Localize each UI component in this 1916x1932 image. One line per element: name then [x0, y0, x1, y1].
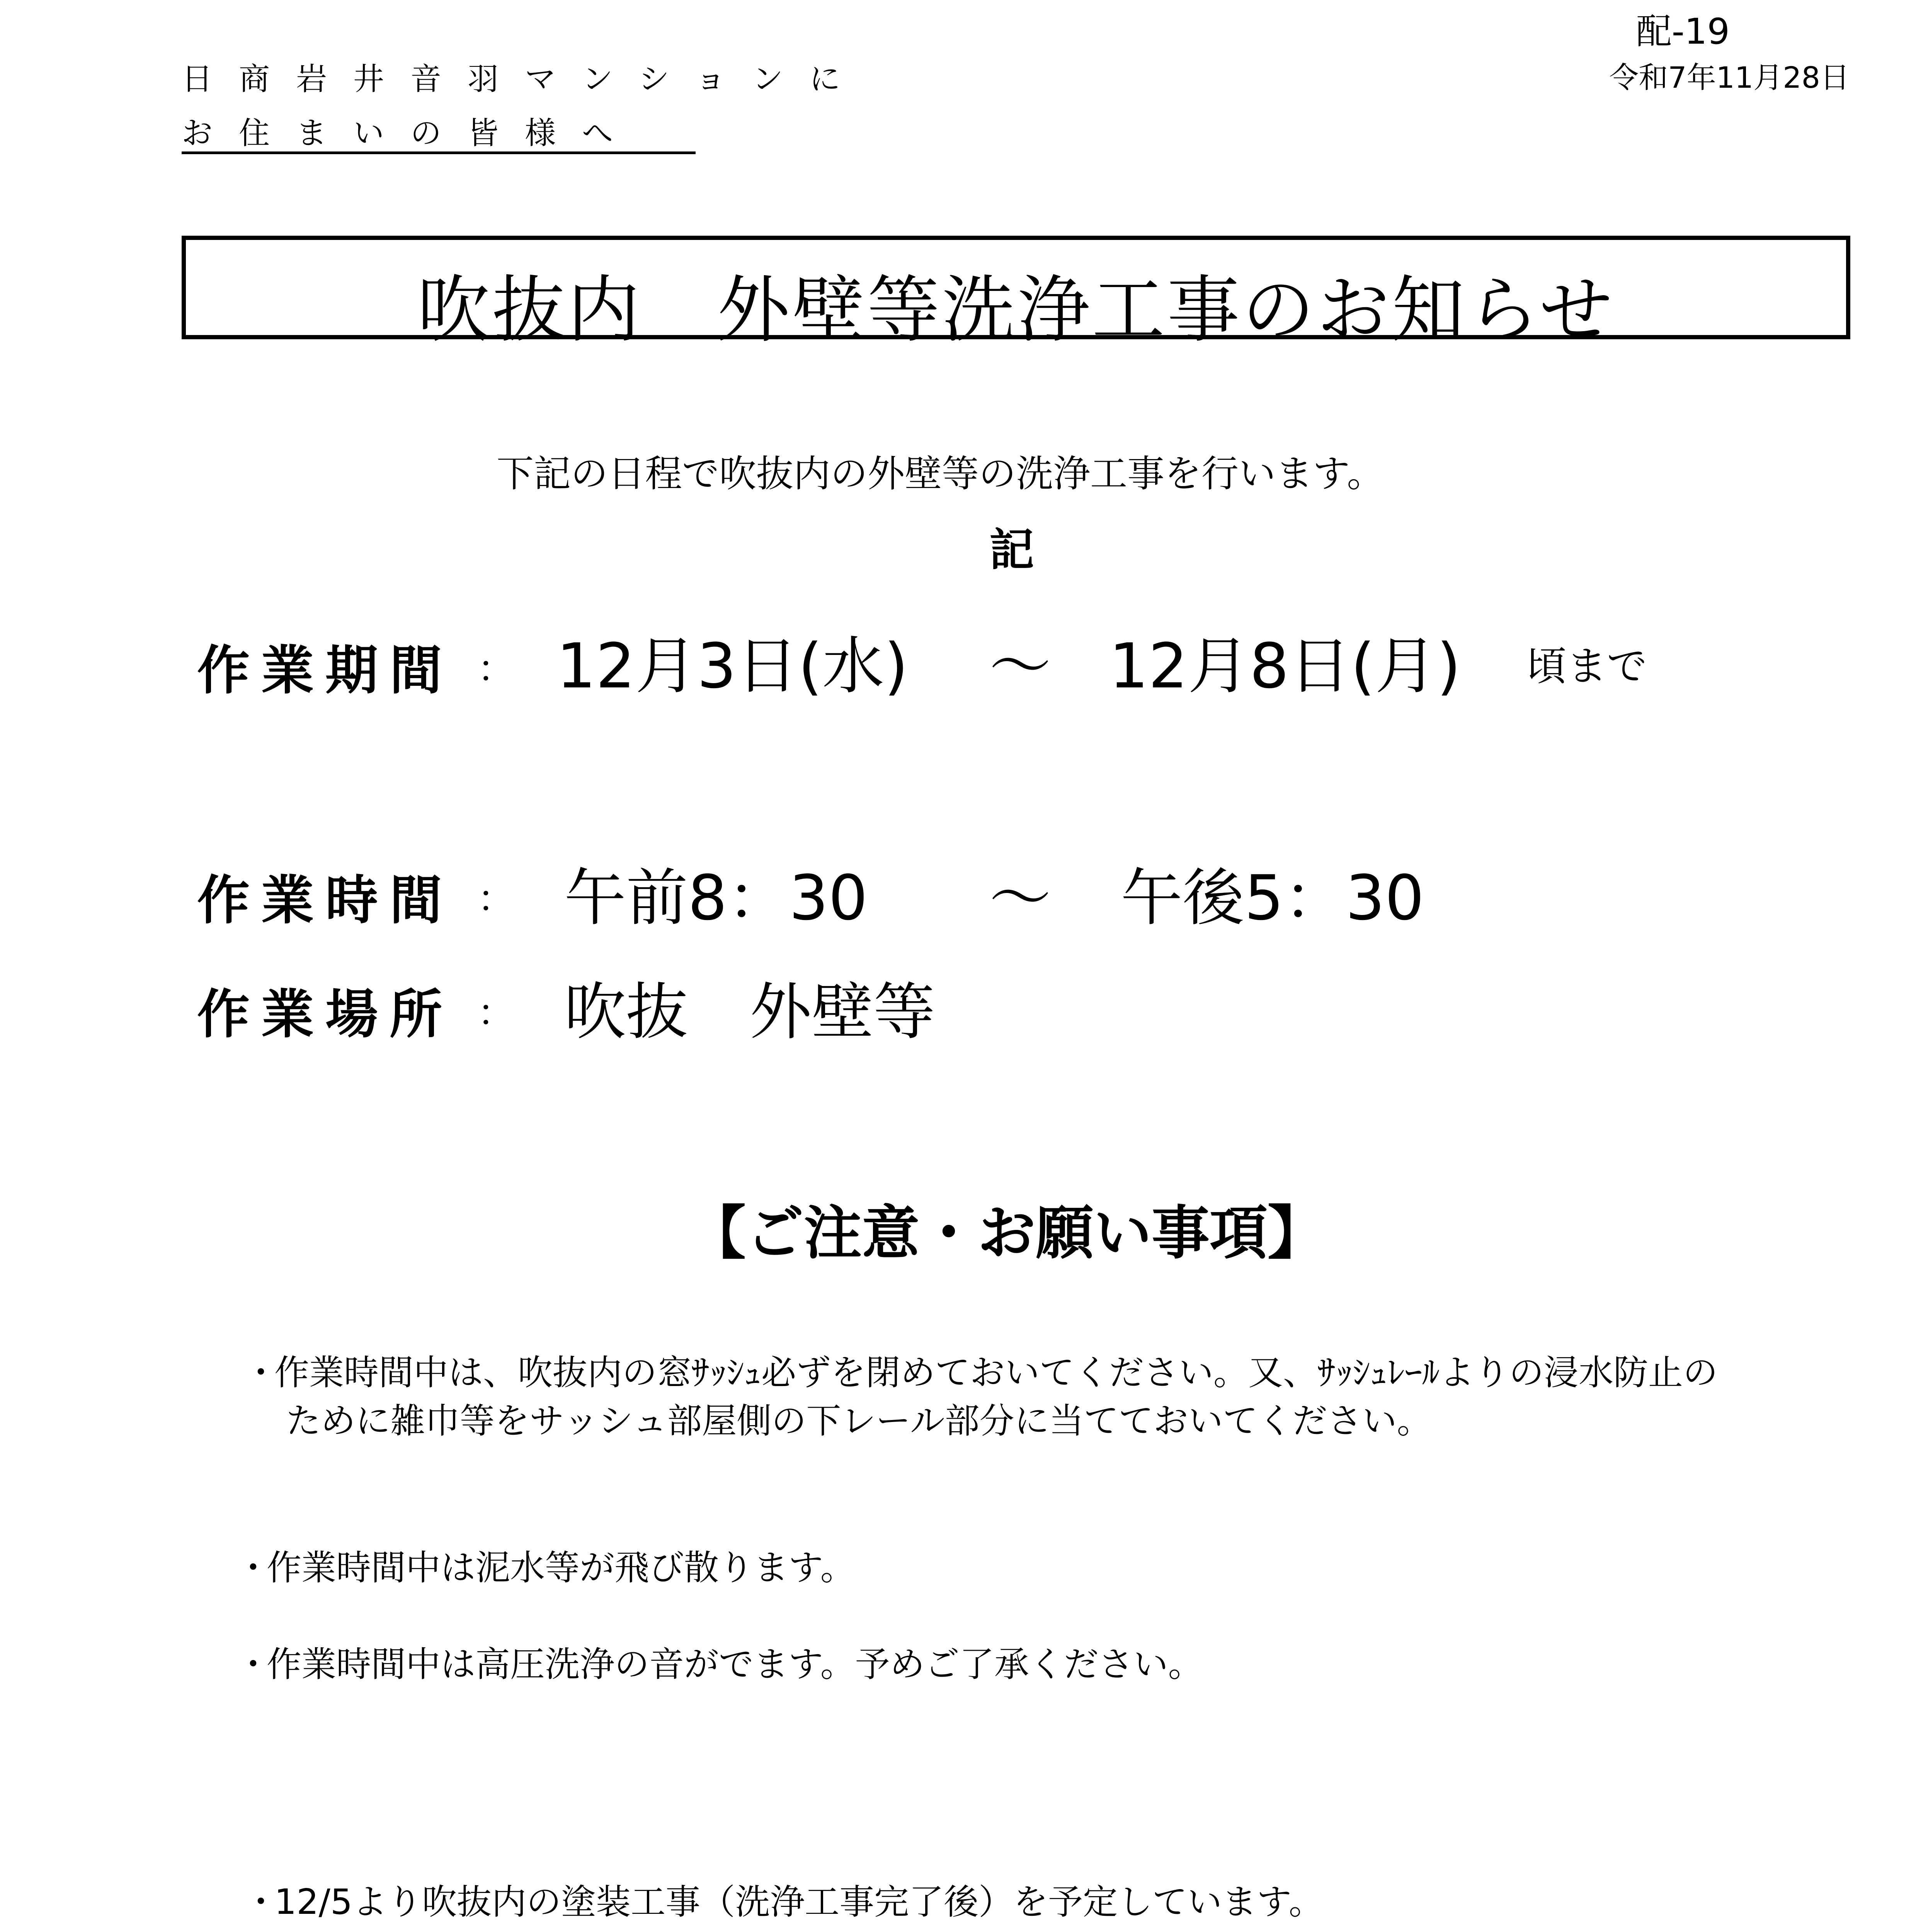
note-line: 12/5より吹抜内の塗装工事（洗浄工事完了後）を予定しています。	[274, 1882, 1324, 1922]
note-item	[236, 1544, 855, 1592]
work-hours-start: 午前8：30	[564, 862, 868, 934]
ki-heading: 記	[989, 524, 1034, 576]
addressee	[182, 52, 866, 160]
addressee-underline	[182, 151, 696, 154]
note-line: 作業時間中は高圧洗浄の音がでます。予めご了承ください。	[267, 1644, 1203, 1685]
work-period-start: 12月3日(水)	[556, 630, 909, 702]
work-hours-end: 午後5：30	[1121, 862, 1424, 934]
notes-heading: 【ご注意・お願い事項】	[688, 1200, 1326, 1267]
work-place-colon: ：	[477, 991, 514, 1034]
intro-text: 下記の日程で吹抜内の外壁等の洗浄工事を行います。	[497, 452, 1384, 495]
note-line: ために雑巾等をサッシュ部屋側の下レール部分に当てておいてください。	[286, 1401, 1432, 1441]
work-hours-label: 作業時間	[197, 870, 454, 931]
note-line: 作業時間中は泥水等が飛び散ります。	[267, 1548, 855, 1588]
page-title: 吹抜内 外壁等洗浄工事のお知らせ	[417, 268, 1615, 352]
note-item	[243, 1349, 1718, 1445]
bullet-icon: ・	[243, 1352, 278, 1393]
bullet-icon: ・	[236, 1644, 271, 1685]
addressee-line-2: お住まいの皆様へ	[182, 115, 639, 151]
work-period-end: 12月8日(月)	[1109, 630, 1461, 702]
addressee-line-1: 日商岩井音羽マンションに	[182, 61, 867, 97]
work-period-colon: ：	[477, 647, 514, 690]
work-place-label: 作業場所	[197, 984, 454, 1045]
work-hours-colon: ：	[477, 877, 514, 920]
bullet-icon: ・	[236, 1548, 271, 1588]
work-period-label: 作業期間	[197, 640, 454, 701]
document-number: 配-19	[1636, 11, 1730, 52]
note-line: 作業時間中は、吹抜内の窓ｻｯｼｭ必ずを閉めておいてください。又、ｻｯｼｭﾚｰﾙよりの浸水防止の	[274, 1352, 1718, 1393]
note-item	[243, 1878, 1324, 1926]
title-box	[182, 236, 1850, 352]
work-period-suffix: 頃まで	[1526, 643, 1647, 690]
work-hours-tilde: ～	[989, 862, 1052, 934]
work-period-tilde: ～	[989, 630, 1052, 702]
note-item	[236, 1640, 1203, 1689]
document-date: 令和7年11月28日	[1609, 60, 1850, 95]
bullet-icon: ・	[243, 1882, 278, 1922]
work-place-value: 吹抜 外壁等	[564, 976, 936, 1048]
